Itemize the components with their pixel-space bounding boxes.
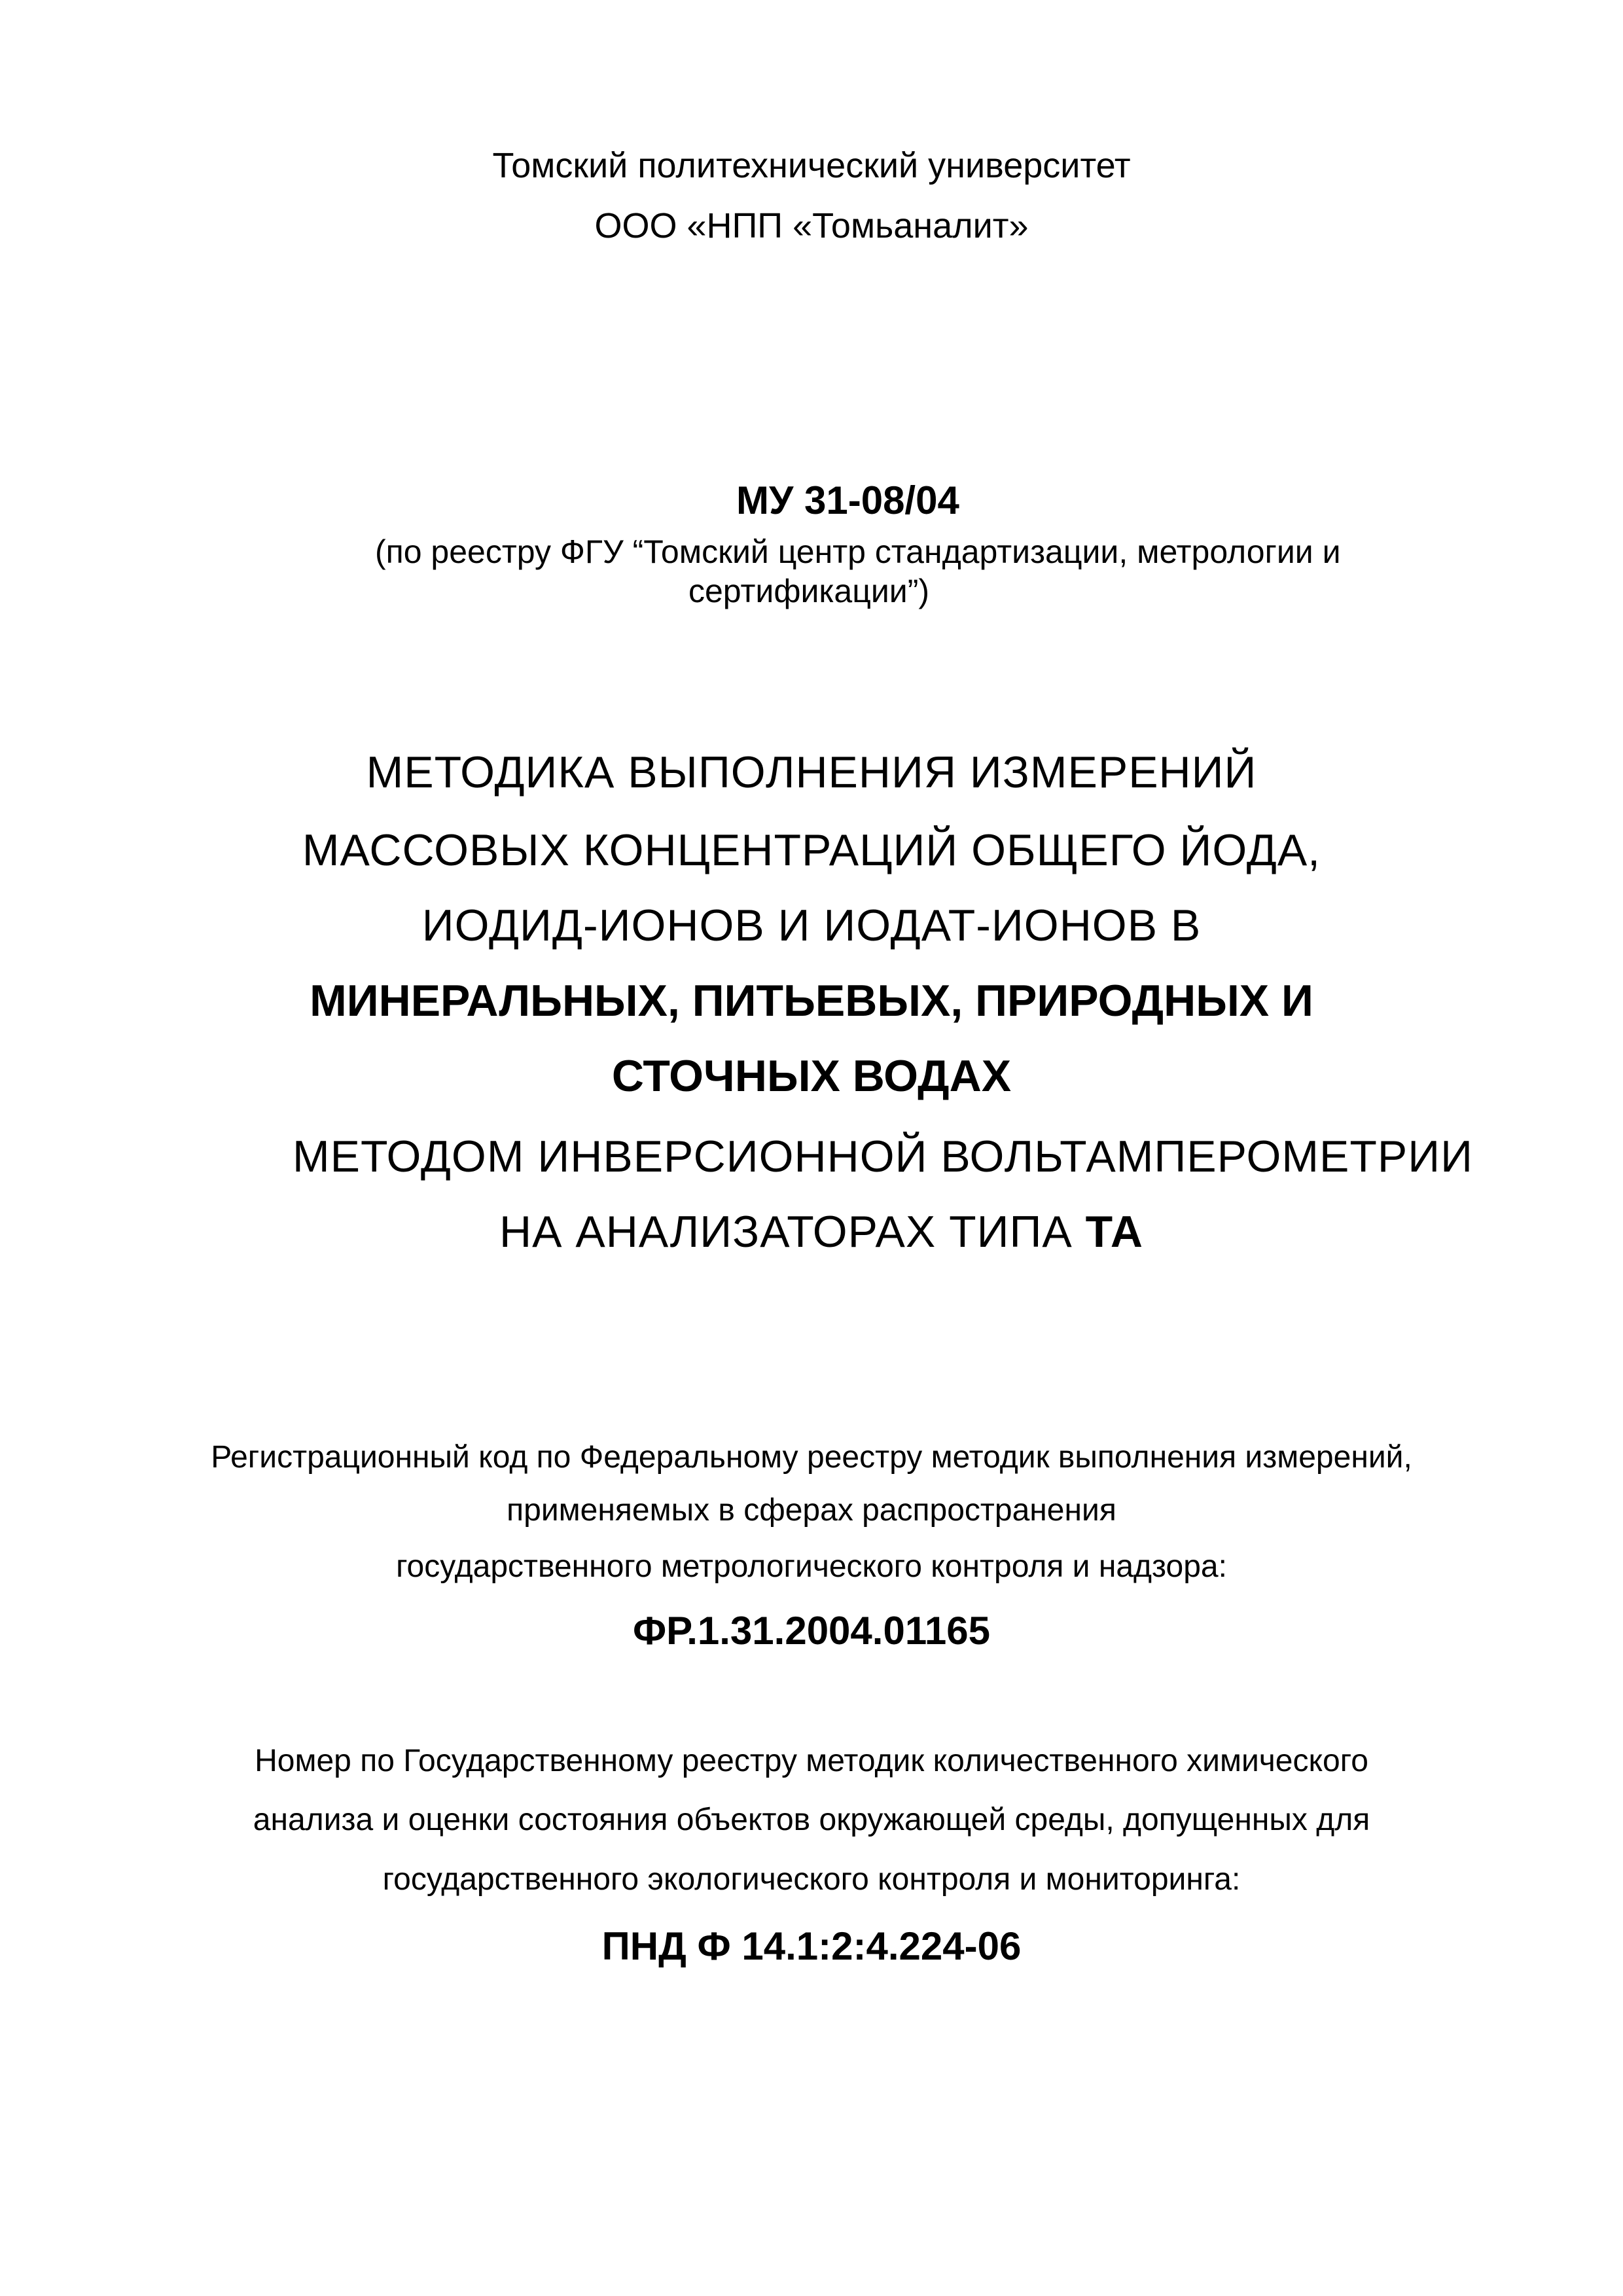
federal-registry-line-1: Регистрационный код по Федеральному реестру методик выполнения измерений, bbox=[211, 1440, 1412, 1475]
title-line-5: СТОЧНЫХ ВОДАХ bbox=[611, 1051, 1012, 1101]
registry-note-line-1: (по реестру ФГУ “Томский центр стандартизации, метрологии и bbox=[375, 533, 1341, 570]
title-line-7 bbox=[499, 1207, 1143, 1257]
title-line-2: МАССОВЫХ КОНЦЕНТРАЦИЙ ОБЩЕГО ЙОДА, bbox=[302, 825, 1321, 875]
registry-note-line-2: сертификации”) bbox=[688, 573, 929, 609]
university-name: Томский политехнический университет bbox=[492, 146, 1131, 185]
title-line-7-prefix: НА АНАЛИЗАТОРАХ ТИПА bbox=[499, 1207, 1086, 1257]
company-name: ООО «НПП «Томьаналит» bbox=[594, 206, 1029, 245]
state-registry-code: ПНД Ф 14.1:2:4.224-06 bbox=[601, 1924, 1022, 1968]
state-registry-line-1: Номер по Государственному реестру методик количественного химического bbox=[255, 1744, 1368, 1778]
title-line-1: МЕТОДИКА ВЫПОЛНЕНИЯ ИЗМЕРЕНИЙ bbox=[366, 747, 1257, 797]
title-line-3: ИОДИД-ИОНОВ И ИОДАТ-ИОНОВ В bbox=[421, 901, 1202, 950]
federal-registry-code: ФР.1.31.2004.01165 bbox=[632, 1609, 991, 1653]
federal-registry-line-2: применяемых в сферах распространения bbox=[507, 1493, 1116, 1528]
document-code: МУ 31-08/04 bbox=[736, 478, 959, 522]
federal-registry-line-3: государственного метрологического контроля и надзора: bbox=[396, 1549, 1227, 1584]
state-registry-line-2: анализа и оценки состояния объектов окружающей среды, допущенных для bbox=[253, 1803, 1370, 1837]
title-line-7-analyzer-type: ТА bbox=[1085, 1207, 1143, 1257]
state-registry-line-3: государственного экологического контроля и мониторинга: bbox=[382, 1862, 1241, 1897]
title-line-6: МЕТОДОМ ИНВЕРСИОННОЙ ВОЛЬТАМПЕРОМЕТРИИ bbox=[293, 1132, 1473, 1181]
title-line-4: МИНЕРАЛЬНЫХ, ПИТЬЕВЫХ, ПРИРОДНЫХ И bbox=[310, 976, 1313, 1026]
